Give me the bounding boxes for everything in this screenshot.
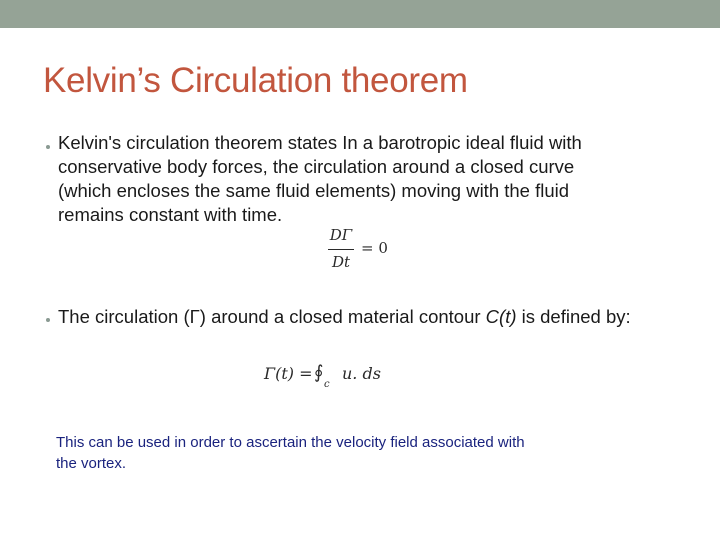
equation-rhs: = 0 [361,239,388,257]
fraction-bar [328,249,354,250]
top-banner [0,0,720,28]
bullet-marker [46,145,50,149]
bullet-marker [46,318,50,322]
note-line: This can be used in order to ascertain the velocity field associated with [56,434,525,451]
equation-integrand: u. ds [342,364,381,383]
bullet-line: conservative body forces, the circulation around a closed curve [58,156,575,177]
fraction-numerator: DΓ [329,226,353,244]
integral-subscript: c [324,379,330,390]
bullet-prefix: The circulation (Γ) around a closed material contour [58,306,486,327]
bullet-theorem-statement [58,131,582,227]
contour-integral-icon: ∮ [314,362,324,383]
bullet-line: Kelvin's circulation theorem states In a barotropic ideal fluid with [58,132,582,153]
slide-title: Kelvin’s Circulation theorem [43,61,468,100]
equation-lhs: Γ(t) = [264,364,313,383]
contour-symbol: C(t) [485,306,517,327]
bullet-line: (which encloses the same fluid elements) moving with the fluid [58,180,570,201]
bullet-circulation-definition [58,305,631,329]
velocity-field-note [56,432,525,474]
fraction-denominator: Dt [331,253,351,271]
bullet-line: remains constant with time. [58,204,283,225]
bullet-suffix: is defined by: [516,306,631,327]
note-line: the vortex. [56,455,127,472]
